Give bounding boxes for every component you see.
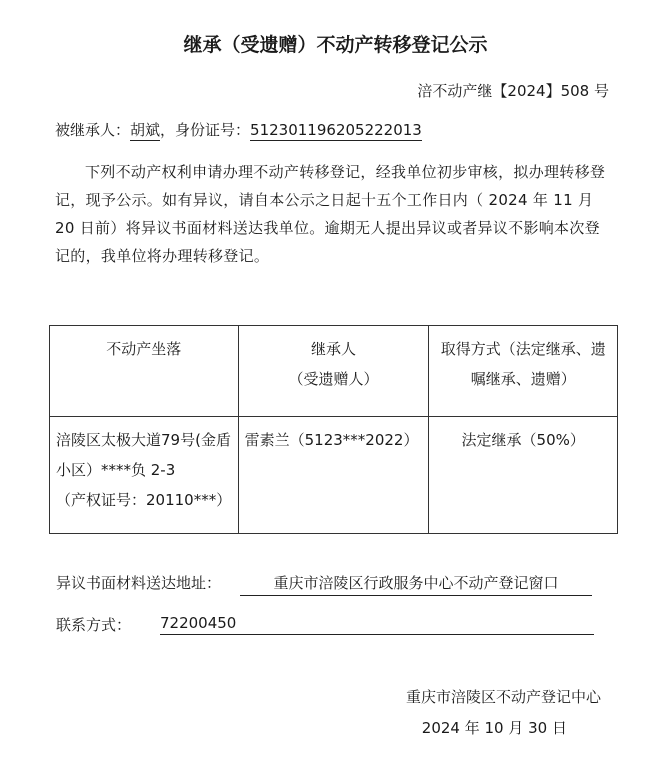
table-header-row <box>50 326 618 417</box>
table-row <box>50 417 618 534</box>
document-number: 涪不动产继【2024】508 号 <box>417 82 609 100</box>
contact-label: 联系方式： <box>56 616 132 634</box>
decedent-name: 胡斌 <box>130 121 161 139</box>
decedent-line <box>55 119 422 140</box>
decedent-id-number: 512301196205222013 <box>250 121 422 139</box>
cell-heir: 雷素兰（5123***2022） <box>238 417 429 534</box>
header-method: 取得方式（法定继承、遗嘱继承、遗赠） <box>429 326 618 417</box>
property-table <box>49 325 618 534</box>
header-heir-line2: （受遗赠人） <box>288 370 379 388</box>
notice-paragraph: 下列不动产权利申请办理不动产转移登记，经我单位初步审核，拟办理转移登记，现予公示。如有异议，请自本公示之日起十五个工作日内（ 2024 年 11 月 20 日前）将异议书面材料送达我单位。逾期无人提出异议或者异议不影响本次登记的，我单位将办理转移登记。 <box>55 163 606 265</box>
page-title: 继承（受遗赠）不动产转移登记公示 <box>183 34 488 56</box>
header-heir <box>238 326 429 417</box>
signature-org: 重庆市涪陵区不动产登记中心 <box>405 688 601 706</box>
contact-value: 72200450 <box>160 614 594 635</box>
header-location: 不动产坐落 <box>50 326 239 417</box>
header-heir-line1: 继承人 <box>311 340 357 358</box>
signature-date: 2024 年 10 月 30 日 <box>421 719 567 737</box>
cell-location <box>50 417 239 534</box>
objection-address-label: 异议书面材料送达地址： <box>56 574 222 592</box>
decedent-id-label: ，身份证号： <box>160 121 251 139</box>
cell-location-address: 涪陵区太极大道79号(金盾小区）****负 2-3 <box>56 431 231 479</box>
cell-location-cert: （产权证号：20110***） <box>56 491 232 509</box>
objection-address-value: 重庆市涪陵区行政服务中心不动产登记窗口 <box>240 572 592 596</box>
decedent-label: 被继承人： <box>55 121 131 139</box>
cell-method: 法定继承（50%） <box>429 417 618 534</box>
